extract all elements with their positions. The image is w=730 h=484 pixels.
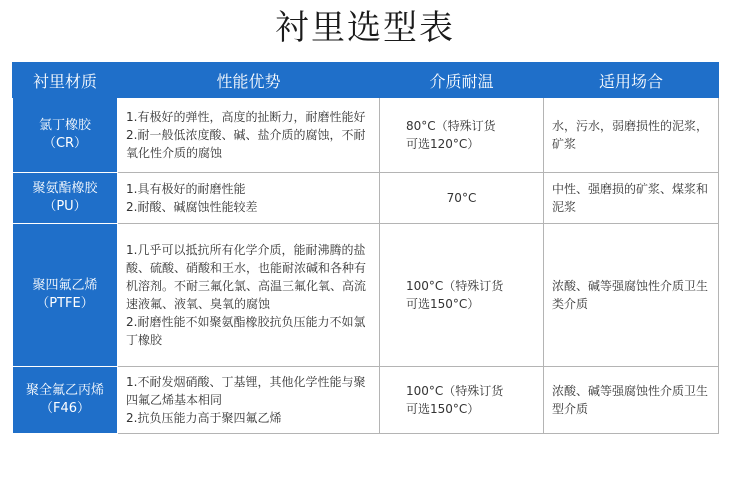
material-name: 氯丁橡胶	[38, 118, 91, 133]
header-application: 适用场合	[544, 63, 719, 98]
material-name: 聚全氟乙丙烯	[25, 383, 104, 398]
performance-cell	[118, 224, 380, 367]
medium-temp-cell	[380, 224, 544, 367]
application-cell: 浓酸、碱等强腐蚀性介质卫生类介质	[544, 224, 719, 367]
table-row	[13, 224, 719, 367]
medium-temp-line: 80°C（特殊订货	[406, 119, 496, 133]
performance-line: 2.耐磨性能不如聚氨酯橡胶抗负压能力不如氯丁橡胶	[126, 315, 366, 347]
medium-temp-cell	[380, 173, 544, 224]
material-code: （PTFE）	[36, 296, 94, 311]
material-code: （PU）	[43, 199, 87, 214]
material-name: 聚氨酯橡胶	[32, 181, 98, 196]
medium-temp-cell	[380, 367, 544, 434]
performance-cell	[118, 173, 380, 224]
material-cell	[13, 367, 118, 434]
table-header-row	[13, 63, 719, 98]
header-material: 衬里材质	[13, 63, 118, 98]
material-cell	[13, 224, 118, 367]
performance-line: 2.抗负压能力高于聚四氟乙烯	[126, 411, 282, 425]
header-performance: 性能优势	[118, 63, 380, 98]
medium-temp-line: 可选150°C）	[406, 402, 480, 416]
performance-line: 1.不耐发烟硝酸、丁基锂，其他化学性能与聚四氟乙烯基本相同	[126, 375, 366, 407]
material-cell	[13, 173, 118, 224]
table-row	[13, 367, 719, 434]
material-name: 聚四氟乙烯	[32, 278, 98, 293]
performance-line: 1.有极好的弹性，高度的扯断力，耐磨性能好	[126, 110, 366, 124]
application-cell: 浓酸、碱等强腐蚀性介质卫生型介质	[544, 367, 719, 434]
medium-temp-line: 100°C（特殊订货	[406, 384, 504, 398]
page-title: 衬里选型表	[275, 8, 455, 48]
medium-temp-cell	[380, 98, 544, 173]
performance-cell	[118, 98, 380, 173]
table-row	[13, 98, 719, 173]
performance-cell	[118, 367, 380, 434]
table-row	[13, 173, 719, 224]
application-cell: 水，污水，弱磨损性的泥浆，矿浆	[544, 98, 719, 173]
performance-line: 1.几乎可以抵抗所有化学介质，能耐沸腾的盐酸、硫酸、硝酸和王水，也能耐浓碱和各种有机溶剂。不耐三氟化氯、高温三氟化氧、高流速液氟、液氧、臭氧的腐蚀	[126, 243, 367, 311]
performance-line: 2.耐酸、碱腐蚀性能较差	[126, 200, 258, 214]
application-cell: 中性、强磨损的矿浆、煤浆和泥浆	[544, 173, 719, 224]
performance-line: 2.耐一般低浓度酸、碱、盐介质的腐蚀，不耐氧化性介质的腐蚀	[126, 128, 366, 160]
material-code: （F46）	[39, 401, 91, 416]
material-code: （CR）	[42, 136, 88, 151]
medium-temp-line: 70°C	[446, 191, 477, 205]
material-cell	[13, 98, 118, 173]
header-medium-temp: 介质耐温	[380, 63, 544, 98]
performance-line: 1.具有极好的耐磨性能	[126, 182, 246, 196]
medium-temp-line: 100°C（特殊订货	[406, 279, 504, 293]
medium-temp-line: 可选120°C）	[406, 137, 480, 151]
medium-temp-line: 可选150°C）	[406, 297, 480, 311]
lining-selection-table	[12, 62, 719, 434]
